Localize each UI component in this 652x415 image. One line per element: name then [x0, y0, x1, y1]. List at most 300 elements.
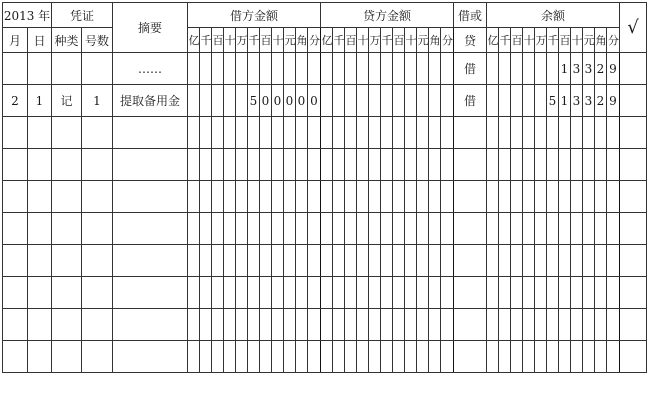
- credit-digit-cell: [321, 53, 333, 85]
- debit-digit-cell: [188, 213, 200, 245]
- debit-digit-cell: [224, 117, 236, 149]
- debit-digit-cell: [212, 341, 224, 373]
- debit-unit-header: 分: [308, 28, 321, 53]
- credit-digit-cell: [441, 181, 454, 213]
- debit-digit-cell: [284, 149, 296, 181]
- balance-unit-header: 百: [511, 28, 523, 53]
- credit-digit-cell: [405, 117, 417, 149]
- credit-unit-header: 千: [381, 28, 393, 53]
- debit-digit-cell: 0: [308, 85, 321, 117]
- debit-or-credit-header-top: 借或: [454, 3, 487, 28]
- debit-digit-cell: [236, 245, 248, 277]
- debit-digit-cell: [260, 117, 272, 149]
- credit-digit-cell: [429, 181, 441, 213]
- balance-digit-cell: [583, 149, 595, 181]
- credit-digit-cell: [381, 117, 393, 149]
- debit-digit-cell: 0: [296, 85, 308, 117]
- debit-digit-cell: [272, 149, 284, 181]
- balance-digit-cell: 9: [607, 53, 620, 85]
- debit-digit-cell: [212, 309, 224, 341]
- debit-digit-cell: [248, 149, 260, 181]
- balance-digit-cell: [511, 117, 523, 149]
- credit-digit-cell: [345, 213, 357, 245]
- debit-digit-cell: [284, 181, 296, 213]
- balance-digit-cell: 9: [607, 85, 620, 117]
- balance-unit-header: 千: [547, 28, 559, 53]
- debit-digit-cell: [260, 245, 272, 277]
- credit-digit-cell: [441, 277, 454, 309]
- balance-digit-cell: [607, 117, 620, 149]
- debit-digit-cell: [188, 341, 200, 373]
- debit-amount-header: 借方金额: [188, 3, 321, 28]
- month-cell: [3, 213, 28, 245]
- debit-digit-cell: [308, 245, 321, 277]
- balance-digit-cell: [547, 245, 559, 277]
- credit-digit-cell: [381, 341, 393, 373]
- debit-digit-cell: [296, 245, 308, 277]
- credit-digit-cell: [381, 181, 393, 213]
- balance-digit-cell: [523, 85, 535, 117]
- credit-digit-cell: [369, 117, 381, 149]
- balance-digit-cell: [499, 245, 511, 277]
- balance-digit-cell: [499, 309, 511, 341]
- debit-digit-cell: [308, 213, 321, 245]
- ledger-row: [3, 85, 647, 117]
- balance-digit-cell: [535, 245, 547, 277]
- balance-unit-header: 百: [559, 28, 571, 53]
- debit-digit-cell: [272, 53, 284, 85]
- debit-or-credit-cell: 借: [454, 85, 487, 117]
- debit-digit-cell: [308, 309, 321, 341]
- credit-unit-header: 角: [429, 28, 441, 53]
- debit-digit-cell: [272, 213, 284, 245]
- ledger-row: [3, 277, 647, 309]
- summary-cell: [113, 277, 188, 309]
- balance-unit-header: 十: [523, 28, 535, 53]
- voucher-number-cell: [82, 149, 113, 181]
- credit-digit-cell: [429, 117, 441, 149]
- debit-digit-cell: [224, 309, 236, 341]
- credit-digit-cell: [393, 53, 405, 85]
- month-cell: [3, 149, 28, 181]
- month-cell: [3, 117, 28, 149]
- credit-digit-cell: [333, 117, 345, 149]
- balance-digit-cell: [547, 309, 559, 341]
- balance-digit-cell: [523, 245, 535, 277]
- credit-digit-cell: [345, 53, 357, 85]
- debit-digit-cell: [200, 181, 212, 213]
- debit-unit-header: 亿: [188, 28, 200, 53]
- ledger-row: [3, 149, 647, 181]
- credit-digit-cell: [345, 277, 357, 309]
- credit-digit-cell: [393, 277, 405, 309]
- ledger-table: [2, 2, 647, 373]
- debit-digit-cell: [296, 213, 308, 245]
- balance-header: 余额: [487, 3, 620, 28]
- voucher-number-cell: [82, 309, 113, 341]
- credit-digit-cell: [357, 309, 369, 341]
- ledger-row: [3, 213, 647, 245]
- day-cell: [28, 309, 52, 341]
- balance-digit-cell: [559, 245, 571, 277]
- ledger-row: [3, 181, 647, 213]
- voucher-number-cell: [82, 277, 113, 309]
- debit-unit-header: 角: [296, 28, 308, 53]
- credit-amount-header: 贷方金额: [321, 3, 454, 28]
- balance-digit-cell: [583, 213, 595, 245]
- credit-unit-header: 亿: [321, 28, 333, 53]
- day-header: 日: [28, 28, 52, 53]
- debit-digit-cell: [200, 85, 212, 117]
- balance-digit-cell: [511, 53, 523, 85]
- day-cell: [28, 213, 52, 245]
- voucher-type-cell: [52, 53, 82, 85]
- debit-digit-cell: [248, 277, 260, 309]
- credit-unit-header: 十: [357, 28, 369, 53]
- balance-digit-cell: [523, 309, 535, 341]
- debit-or-credit-cell: [454, 309, 487, 341]
- credit-digit-cell: [369, 277, 381, 309]
- check-mark-cell: [620, 277, 647, 309]
- credit-digit-cell: [345, 117, 357, 149]
- balance-digit-cell: [535, 53, 547, 85]
- balance-digit-cell: [499, 117, 511, 149]
- balance-digit-cell: [511, 309, 523, 341]
- credit-unit-header: 十: [405, 28, 417, 53]
- balance-digit-cell: 3: [583, 85, 595, 117]
- credit-digit-cell: [357, 213, 369, 245]
- ledger-row: [3, 341, 647, 373]
- debit-or-credit-cell: [454, 213, 487, 245]
- debit-digit-cell: [248, 117, 260, 149]
- credit-digit-cell: [357, 277, 369, 309]
- credit-unit-header: 分: [441, 28, 454, 53]
- balance-digit-cell: [487, 53, 499, 85]
- debit-digit-cell: [272, 181, 284, 213]
- debit-digit-cell: [284, 117, 296, 149]
- debit-digit-cell: [248, 341, 260, 373]
- credit-digit-cell: [357, 341, 369, 373]
- voucher-header: 凭证: [52, 3, 113, 28]
- debit-or-credit-cell: [454, 277, 487, 309]
- debit-digit-cell: [236, 181, 248, 213]
- debit-digit-cell: [260, 309, 272, 341]
- debit-digit-cell: [224, 341, 236, 373]
- balance-digit-cell: [559, 277, 571, 309]
- check-mark-cell: [620, 149, 647, 181]
- summary-cell: [113, 245, 188, 277]
- debit-or-credit-cell: [454, 149, 487, 181]
- debit-or-credit-cell: [454, 181, 487, 213]
- credit-digit-cell: [417, 309, 429, 341]
- credit-digit-cell: [369, 309, 381, 341]
- month-cell: [3, 309, 28, 341]
- credit-digit-cell: [357, 245, 369, 277]
- debit-digit-cell: [260, 277, 272, 309]
- debit-digit-cell: [188, 53, 200, 85]
- debit-unit-header: 千: [200, 28, 212, 53]
- debit-unit-header: 万: [236, 28, 248, 53]
- day-cell: [28, 149, 52, 181]
- credit-digit-cell: [417, 53, 429, 85]
- credit-digit-cell: [393, 309, 405, 341]
- voucher-type-cell: [52, 277, 82, 309]
- check-mark-cell: [620, 213, 647, 245]
- voucher-number-cell: [82, 245, 113, 277]
- debit-digit-cell: [212, 245, 224, 277]
- balance-digit-cell: [523, 277, 535, 309]
- check-mark-cell: [620, 341, 647, 373]
- balance-digit-cell: [547, 341, 559, 373]
- debit-digit-cell: [236, 85, 248, 117]
- credit-digit-cell: [381, 277, 393, 309]
- balance-digit-cell: [571, 117, 583, 149]
- credit-digit-cell: [369, 149, 381, 181]
- voucher-type-header: 种类: [52, 28, 82, 53]
- debit-digit-cell: [212, 53, 224, 85]
- balance-digit-cell: [487, 181, 499, 213]
- month-cell: [3, 245, 28, 277]
- day-cell: [28, 117, 52, 149]
- debit-digit-cell: [308, 53, 321, 85]
- debit-digit-cell: [248, 245, 260, 277]
- voucher-number-cell: [82, 181, 113, 213]
- balance-digit-cell: [499, 213, 511, 245]
- credit-digit-cell: [357, 117, 369, 149]
- balance-digit-cell: [559, 213, 571, 245]
- credit-digit-cell: [321, 309, 333, 341]
- voucher-number-cell: [82, 213, 113, 245]
- credit-digit-cell: [441, 85, 454, 117]
- year-header: 2013 年: [3, 3, 52, 28]
- debit-digit-cell: 0: [284, 85, 296, 117]
- debit-digit-cell: [188, 309, 200, 341]
- debit-digit-cell: [224, 245, 236, 277]
- summary-cell: [113, 181, 188, 213]
- credit-digit-cell: [429, 149, 441, 181]
- credit-digit-cell: [441, 53, 454, 85]
- debit-digit-cell: [284, 341, 296, 373]
- credit-digit-cell: [429, 213, 441, 245]
- debit-digit-cell: [200, 245, 212, 277]
- balance-digit-cell: [595, 181, 607, 213]
- credit-digit-cell: [333, 277, 345, 309]
- debit-digit-cell: [236, 277, 248, 309]
- credit-digit-cell: [381, 213, 393, 245]
- credit-digit-cell: [321, 213, 333, 245]
- summary-cell: [113, 309, 188, 341]
- balance-unit-header: 千: [499, 28, 511, 53]
- credit-digit-cell: [405, 149, 417, 181]
- balance-digit-cell: [595, 117, 607, 149]
- credit-digit-cell: [405, 53, 417, 85]
- ledger-row: [3, 245, 647, 277]
- debit-digit-cell: [296, 277, 308, 309]
- voucher-type-cell: [52, 309, 82, 341]
- balance-digit-cell: [607, 277, 620, 309]
- credit-digit-cell: [333, 149, 345, 181]
- day-cell: [28, 341, 52, 373]
- credit-digit-cell: [405, 181, 417, 213]
- credit-digit-cell: [345, 149, 357, 181]
- credit-digit-cell: [333, 53, 345, 85]
- credit-digit-cell: [345, 245, 357, 277]
- credit-digit-cell: [321, 341, 333, 373]
- balance-digit-cell: [523, 341, 535, 373]
- debit-digit-cell: [308, 341, 321, 373]
- debit-or-credit-cell: [454, 117, 487, 149]
- summary-cell: [113, 149, 188, 181]
- debit-digit-cell: [260, 149, 272, 181]
- debit-unit-header: 十: [224, 28, 236, 53]
- balance-digit-cell: [535, 341, 547, 373]
- day-cell: [28, 245, 52, 277]
- balance-digit-cell: [595, 213, 607, 245]
- debit-unit-header: 百: [212, 28, 224, 53]
- credit-digit-cell: [441, 213, 454, 245]
- credit-digit-cell: [321, 149, 333, 181]
- credit-digit-cell: [333, 309, 345, 341]
- credit-digit-cell: [393, 341, 405, 373]
- debit-digit-cell: [200, 53, 212, 85]
- debit-unit-header: 十: [272, 28, 284, 53]
- balance-digit-cell: [511, 85, 523, 117]
- balance-unit-header: 十: [571, 28, 583, 53]
- debit-digit-cell: [296, 341, 308, 373]
- debit-digit-cell: [308, 117, 321, 149]
- balance-digit-cell: [535, 149, 547, 181]
- ledger-row: [3, 117, 647, 149]
- balance-digit-cell: [571, 181, 583, 213]
- credit-digit-cell: [345, 341, 357, 373]
- debit-digit-cell: [212, 213, 224, 245]
- ledger-row: [3, 309, 647, 341]
- balance-digit-cell: 2: [595, 53, 607, 85]
- balance-digit-cell: [523, 181, 535, 213]
- balance-digit-cell: [511, 245, 523, 277]
- debit-digit-cell: [308, 277, 321, 309]
- balance-digit-cell: 5: [547, 85, 559, 117]
- day-cell: [28, 277, 52, 309]
- credit-digit-cell: [333, 213, 345, 245]
- debit-digit-cell: [308, 181, 321, 213]
- balance-digit-cell: [535, 277, 547, 309]
- balance-digit-cell: [559, 149, 571, 181]
- credit-digit-cell: [417, 149, 429, 181]
- credit-digit-cell: [357, 181, 369, 213]
- balance-digit-cell: [511, 341, 523, 373]
- month-cell: [3, 181, 28, 213]
- balance-digit-cell: [607, 309, 620, 341]
- balance-digit-cell: [547, 117, 559, 149]
- debit-digit-cell: [248, 53, 260, 85]
- voucher-number-cell: [82, 53, 113, 85]
- debit-digit-cell: [284, 277, 296, 309]
- balance-digit-cell: [487, 85, 499, 117]
- balance-digit-cell: [547, 149, 559, 181]
- credit-digit-cell: [321, 277, 333, 309]
- check-mark-cell: [620, 181, 647, 213]
- balance-digit-cell: [595, 277, 607, 309]
- month-cell: [3, 277, 28, 309]
- balance-digit-cell: [559, 181, 571, 213]
- debit-digit-cell: [212, 149, 224, 181]
- balance-digit-cell: [487, 149, 499, 181]
- balance-digit-cell: [607, 149, 620, 181]
- day-cell: [28, 181, 52, 213]
- credit-digit-cell: [333, 245, 345, 277]
- credit-digit-cell: [369, 213, 381, 245]
- debit-digit-cell: 0: [260, 85, 272, 117]
- balance-digit-cell: [487, 277, 499, 309]
- balance-digit-cell: [535, 309, 547, 341]
- debit-unit-header: 百: [260, 28, 272, 53]
- balance-digit-cell: [571, 341, 583, 373]
- credit-digit-cell: [369, 341, 381, 373]
- balance-digit-cell: 3: [583, 53, 595, 85]
- balance-digit-cell: [511, 181, 523, 213]
- debit-digit-cell: [200, 309, 212, 341]
- voucher-type-cell: [52, 117, 82, 149]
- balance-digit-cell: 1: [559, 53, 571, 85]
- balance-digit-cell: [607, 341, 620, 373]
- debit-digit-cell: [188, 85, 200, 117]
- balance-digit-cell: [511, 149, 523, 181]
- balance-digit-cell: [571, 149, 583, 181]
- balance-digit-cell: [487, 213, 499, 245]
- balance-digit-cell: [499, 341, 511, 373]
- debit-or-credit-cell: 借: [454, 53, 487, 85]
- balance-digit-cell: [571, 213, 583, 245]
- balance-digit-cell: [511, 277, 523, 309]
- check-mark-cell: [620, 245, 647, 277]
- balance-digit-cell: [547, 181, 559, 213]
- voucher-number-cell: 1: [82, 85, 113, 117]
- debit-digit-cell: [308, 149, 321, 181]
- debit-digit-cell: [296, 117, 308, 149]
- credit-digit-cell: [441, 245, 454, 277]
- debit-digit-cell: [188, 117, 200, 149]
- voucher-type-cell: 记: [52, 85, 82, 117]
- credit-unit-header: 百: [345, 28, 357, 53]
- debit-or-credit-cell: [454, 341, 487, 373]
- debit-digit-cell: [296, 309, 308, 341]
- check-mark-cell: [620, 53, 647, 85]
- ledger-row: [3, 53, 647, 85]
- balance-digit-cell: [583, 117, 595, 149]
- debit-digit-cell: [224, 149, 236, 181]
- debit-digit-cell: [188, 181, 200, 213]
- debit-digit-cell: [200, 117, 212, 149]
- balance-digit-cell: [487, 117, 499, 149]
- balance-digit-cell: 3: [571, 53, 583, 85]
- debit-unit-header: 千: [248, 28, 260, 53]
- credit-digit-cell: [381, 53, 393, 85]
- credit-digit-cell: [441, 309, 454, 341]
- check-mark-cell: [620, 117, 647, 149]
- credit-digit-cell: [393, 181, 405, 213]
- balance-digit-cell: [499, 181, 511, 213]
- debit-digit-cell: [272, 117, 284, 149]
- month-cell: [3, 53, 28, 85]
- debit-digit-cell: [248, 309, 260, 341]
- debit-digit-cell: [236, 341, 248, 373]
- credit-digit-cell: [417, 341, 429, 373]
- balance-digit-cell: [499, 85, 511, 117]
- balance-digit-cell: [511, 213, 523, 245]
- debit-digit-cell: [224, 85, 236, 117]
- credit-digit-cell: [321, 85, 333, 117]
